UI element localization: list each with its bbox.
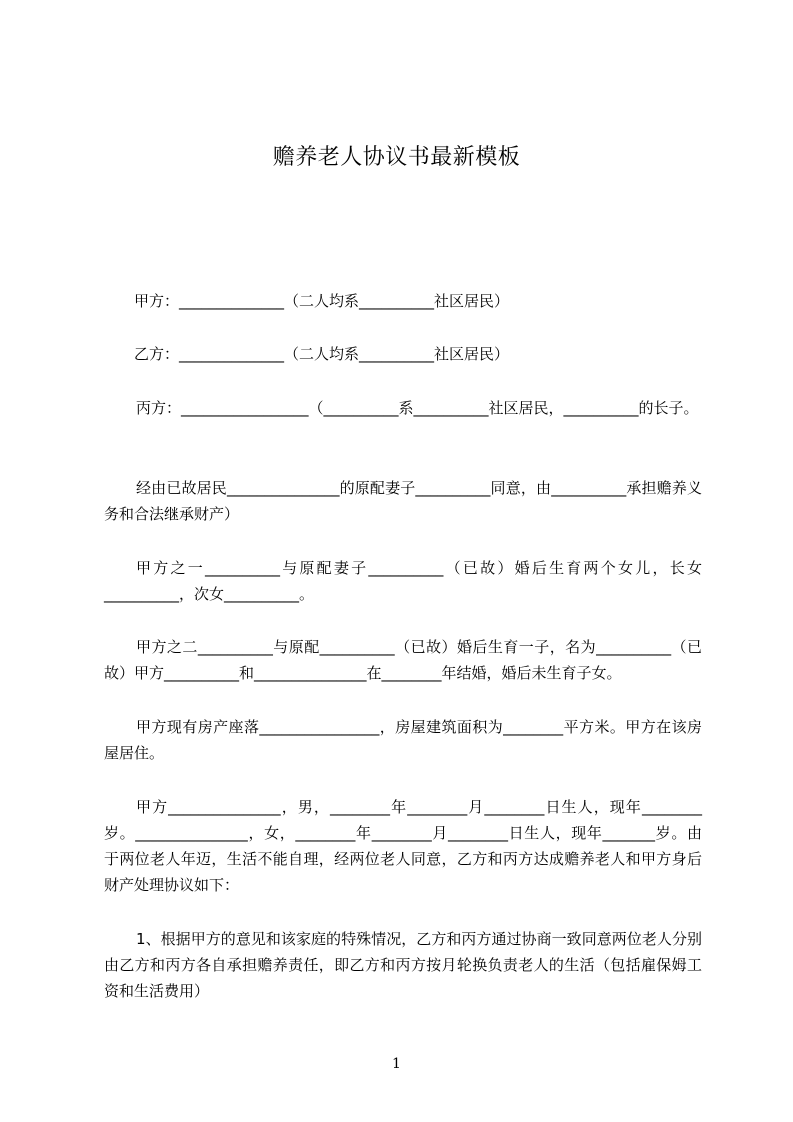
paragraph-text: 甲方_______________，男，________年________月________日生人，现年________岁。_______________，女，________年________月________日生人，现年_______岁。由于两位老人年迈，生活不能自理，经两位老人同意，乙方和丙方达成赡养老人和甲方身后财产处理协议如下： <box>104 798 702 894</box>
paragraph-party-b <box>104 341 702 367</box>
paragraph-property <box>104 714 702 766</box>
paragraph-text: 1、根据甲方的意见和该家庭的特殊情况，乙方和丙方通过协商一致同意两位老人分别由乙方和丙方各自承担赡养责任，即乙方和丙方按月轮换负责老人的生活（包括雇保姆工资和生活费用） <box>104 930 702 1000</box>
paragraph-text: 甲方之二__________与原配__________（已故）婚后生育一子，名为__________（已故）甲方__________和_______________在________年结婚，婚后未生育子女。 <box>104 638 702 682</box>
paragraph-text: 甲方之一__________与原配妻子__________（已故）婚后生育两个女儿，长女__________，次女__________。 <box>104 559 702 603</box>
paragraph-party-c <box>104 395 702 421</box>
paragraph-text: 经由已故居民_______________的原配妻子__________同意，由__________承担赡养义务和合法继承财产） <box>104 479 702 523</box>
paragraph-text: 甲方：______________（二人均系__________社区居民） <box>134 292 510 310</box>
paragraph-party-a-two <box>104 634 702 686</box>
paragraph-elders <box>104 794 702 898</box>
page-number: 1 <box>392 1056 401 1072</box>
paragraph-text: 丙方：_________________（__________系__________社区居民，__________的长子。 <box>136 399 699 417</box>
paragraph-clause-1 <box>104 926 702 1004</box>
paragraph-text: 甲方现有房产座落________________，房屋建筑面积为________平方米。甲方在该房屋居住。 <box>104 718 702 762</box>
paragraph-party-a-one <box>104 555 702 607</box>
paragraph-party-a <box>104 288 702 314</box>
document-title: 赡养老人协议书最新模板 <box>272 145 521 170</box>
paragraph-consent <box>104 475 702 527</box>
paragraph-text: 乙方：______________（二人均系__________社区居民） <box>134 345 510 363</box>
